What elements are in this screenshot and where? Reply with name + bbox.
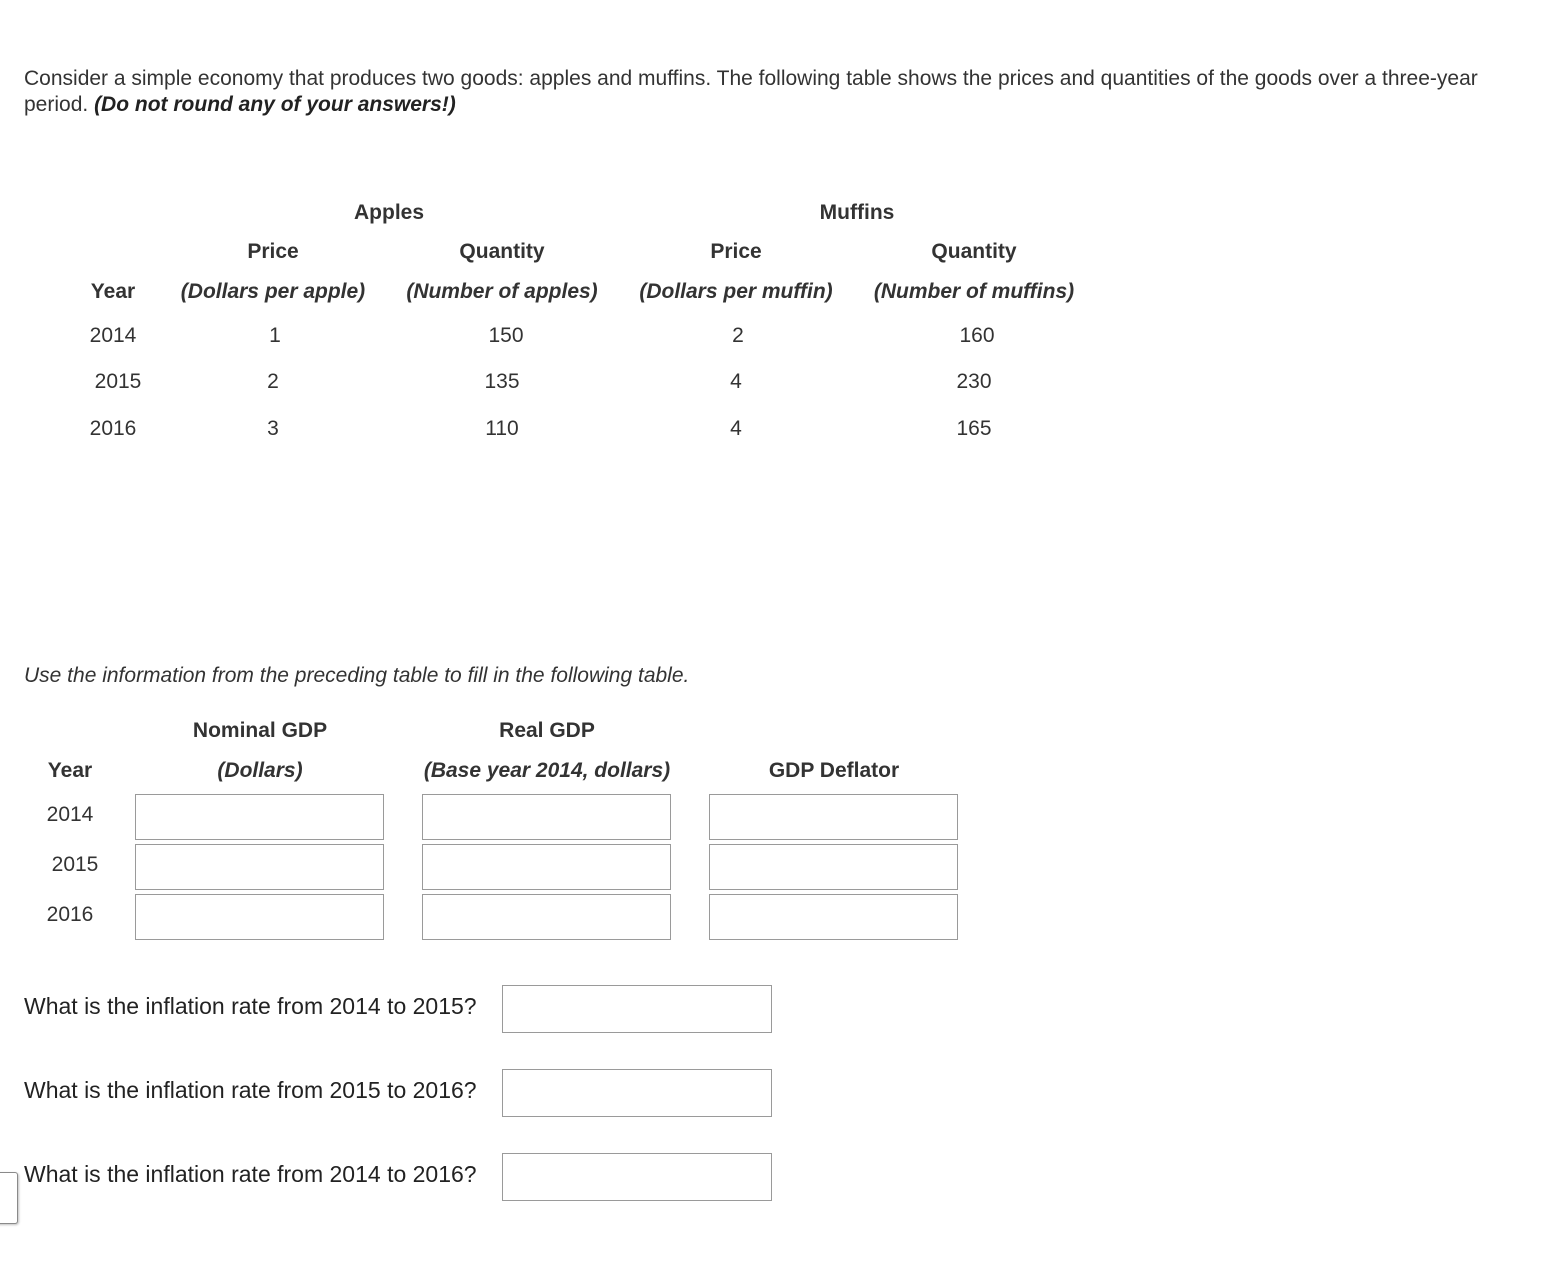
side-panel-tab[interactable] <box>0 1172 18 1224</box>
gdp-deflator-2016-input[interactable] <box>709 894 958 940</box>
nominal-gdp-2014-input[interactable] <box>135 794 384 840</box>
question-inflation-2014-2016: What is the inflation rate from 2014 to 2016? <box>24 1161 477 1187</box>
inflation-2014-2016-input[interactable] <box>502 1153 772 1201</box>
table-cell-year: 2014 <box>89 324 137 347</box>
table-cell-muffin-quantity: 165 <box>956 417 992 440</box>
table-cell-muffin-price: 4 <box>730 417 742 440</box>
header-year: Year <box>47 759 93 782</box>
table-cell-muffin-price: 4 <box>730 370 742 393</box>
table-cell-apple-price: 1 <box>269 324 281 347</box>
table-cell-year: 2015 <box>94 370 142 393</box>
gdp-row-year: 2016 <box>46 903 94 926</box>
unit-header-dollars-per-apple: (Dollars per apple) <box>180 280 366 303</box>
question-inflation-2015-2016: What is the inflation rate from 2015 to 2016? <box>24 1077 477 1103</box>
gdp-deflator-2015-input[interactable] <box>709 844 958 890</box>
unit-header-number-of-apples: (Number of apples) <box>406 280 598 303</box>
unit-header-number-of-muffins: (Number of muffins) <box>873 280 1075 303</box>
column-header-year: Year <box>90 280 136 303</box>
real-gdp-2014-input[interactable] <box>422 794 671 840</box>
gdp-row-year: 2015 <box>51 853 99 876</box>
inflation-2014-2015-input[interactable] <box>502 985 772 1033</box>
question-inflation-2014-2015: What is the inflation rate from 2014 to 2015? <box>24 993 477 1019</box>
table-cell-apple-quantity: 110 <box>485 417 519 440</box>
sub-header-muffin-price: Price <box>710 240 762 263</box>
problem-intro <box>24 66 1534 118</box>
inflation-2015-2016-input[interactable] <box>502 1069 772 1117</box>
header-gdp-deflator: GDP Deflator <box>768 759 900 782</box>
header-nominal-gdp-unit: (Dollars) <box>217 759 303 782</box>
header-real-gdp: Real GDP <box>499 719 595 742</box>
instruction-text: Use the information from the preceding table to fill in the following table. <box>24 664 690 687</box>
sub-header-apple-quantity: Quantity <box>459 240 545 263</box>
table-cell-apple-price: 2 <box>267 370 279 393</box>
table-cell-muffin-price: 2 <box>732 324 744 347</box>
table-cell-apple-quantity: 135 <box>484 370 520 393</box>
gdp-deflator-2014-input[interactable] <box>709 794 958 840</box>
intro-text: Consider a simple economy that produces two goods: apples and muffins. The following table shows the prices and quantities of the goods over a three-year period. <box>24 67 1478 116</box>
table-cell-apple-quantity: 150 <box>488 324 524 347</box>
nominal-gdp-2015-input[interactable] <box>135 844 384 890</box>
intro-emphasis: (Do not round any of your answers!) <box>94 93 456 116</box>
group-header-muffins: Muffins <box>819 201 895 224</box>
table-cell-muffin-quantity: 160 <box>959 324 995 347</box>
table-cell-muffin-quantity: 230 <box>956 370 992 393</box>
header-nominal-gdp: Nominal GDP <box>192 719 328 742</box>
gdp-row-year: 2014 <box>46 803 94 826</box>
real-gdp-2015-input[interactable] <box>422 844 671 890</box>
sub-header-apple-price: Price <box>247 240 299 263</box>
unit-header-dollars-per-muffin: (Dollars per muffin) <box>639 280 833 303</box>
nominal-gdp-2016-input[interactable] <box>135 894 384 940</box>
table-cell-apple-price: 3 <box>267 417 279 440</box>
sub-header-muffin-quantity: Quantity <box>931 240 1017 263</box>
header-real-gdp-unit: (Base year 2014, dollars) <box>423 759 671 782</box>
table-cell-year: 2016 <box>89 417 137 440</box>
real-gdp-2016-input[interactable] <box>422 894 671 940</box>
group-header-apples: Apples <box>353 201 425 224</box>
